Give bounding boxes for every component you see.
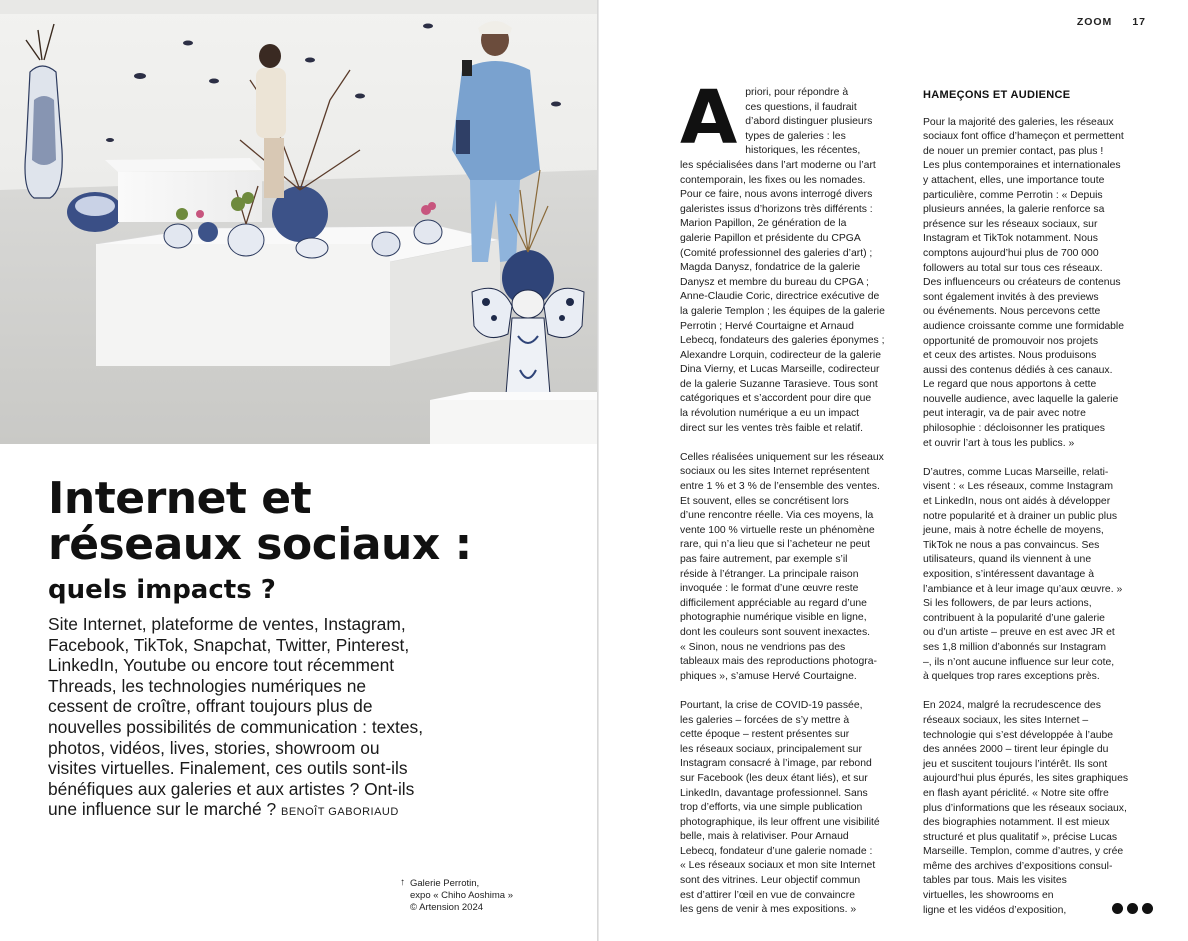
- intro-line: bénéfiques aux galeries et aux artistes ? Ont-ils: [48, 778, 415, 799]
- text-line: et LinkedIn, nous ont aidés à développer: [923, 496, 1111, 508]
- text-line: tableaux mais des reproductions photogra-: [680, 656, 877, 668]
- text-line: la galerie Templon ; les équipes de la galerie: [680, 305, 885, 317]
- text-line: réside à l’étranger. La principale raison: [680, 568, 859, 580]
- text-line: types de galeries : les: [745, 130, 846, 142]
- text-line: jeu et suscitent toujours l’intérêt. Ils sont: [923, 758, 1108, 770]
- text-line: plusieurs années, la galerie renforce sa: [923, 204, 1105, 216]
- continue-dots-icon: [1112, 903, 1153, 914]
- caption-line: © Artension 2024: [410, 902, 484, 913]
- text-line: des biographies notamment. Il est mieux: [923, 817, 1110, 829]
- text-line: belle, mais à relativiser. Pour Arnaud: [680, 831, 849, 843]
- text-line: difficilement appréciable au regard d’une: [680, 597, 867, 609]
- text-line: direct sur les ventes très faible et relatif.: [680, 422, 864, 434]
- text-line: en flash ayant périclité. « Notre site offre: [923, 787, 1109, 799]
- text-line: particulière, comme Perrotin : « Depuis: [923, 189, 1103, 201]
- text-line: tables par tous. Mais les visites: [923, 875, 1067, 887]
- text-line: Lebecq, fondateurs des galeries éponymes ;: [680, 335, 885, 347]
- paragraph: [923, 116, 1149, 452]
- paragraph: [923, 699, 1149, 918]
- text-line: virtuelles, les showrooms en: [923, 890, 1054, 902]
- text-line: les galeries – forcées de s’y mettre à: [680, 714, 850, 726]
- intro-line: Site Internet, plateforme de ventes, Instagram,: [48, 614, 406, 634]
- text-line: invoquée : le format d’une œuvre reste: [680, 583, 859, 595]
- text-line: à quelques trop rares exceptions près.: [923, 671, 1100, 683]
- text-line: les spécialisées dans l’art moderne ou l’art: [680, 159, 876, 171]
- article-subtitle: quels impacts ?: [48, 575, 276, 605]
- text-line: la révolution numérique a eu un impact: [680, 408, 860, 420]
- text-line: aussi des contenus dédiés à ces canaux.: [923, 364, 1113, 376]
- text-line: Instagram consacré à l’image, par rebond: [680, 758, 872, 770]
- paragraph: [680, 451, 895, 685]
- intro-line: visites virtuelles. Finalement, ces outils sont-ils: [48, 758, 408, 779]
- page-number: 17: [1132, 16, 1146, 28]
- section-label: ZOOM: [1076, 16, 1113, 28]
- text-line: et ceux des artistes. Nous produisons: [923, 350, 1097, 362]
- text-line: D’autres, comme Lucas Marseille, relati-: [923, 466, 1109, 478]
- text-line: audience croissante comme une formidable: [923, 320, 1124, 332]
- drop-cap: A: [680, 75, 738, 161]
- paragraph: [680, 75, 895, 436]
- text-line: sociaux font office d’hameçon et permettent: [923, 131, 1124, 143]
- text-line: Danysz et membre du bureau du CPGA ;: [680, 276, 869, 288]
- text-line: Magda Danysz, fondatrice de la galerie: [680, 262, 861, 274]
- text-line: Marseille. Templon, comme d’autres, y crée: [923, 846, 1124, 858]
- text-line: notre popularité et à drainer un public plus: [923, 510, 1118, 522]
- text-line: aujourd’hui plus épurés, les sites graphiques: [923, 773, 1129, 785]
- text-line: –, ils n’ont aucune influence sur leur cote,: [923, 656, 1115, 668]
- text-line: ligne et les vidéos d’exposition,: [923, 904, 1067, 916]
- text-line: Pour la majorité des galeries, les réseaux: [923, 116, 1114, 128]
- article-intro: [48, 614, 488, 823]
- text-line: visent : « Les réseaux, comme Instagram: [923, 481, 1113, 493]
- intro-line: LinkedIn, Youtube ou encore tout récemment: [48, 655, 395, 676]
- text-line: TikTok ne nous a pas convaincus. Ses: [923, 539, 1100, 551]
- text-line: exposition, s’intéressent davantage à: [923, 569, 1094, 580]
- text-line: opportunité de promouvoir nos projets: [923, 335, 1099, 347]
- text-line: Lebecq, fondateur d’une galerie nomade :: [680, 845, 873, 857]
- text-line: sociaux ou les sites Internet représentent: [680, 466, 870, 478]
- caption-line: Galerie Perrotin,: [410, 878, 480, 889]
- text-line: Pourtant, la crise de COVID-19 passée,: [680, 699, 863, 711]
- text-line: nouvelle audience, avec laquelle la galerie: [923, 393, 1119, 405]
- text-line: galeristes issus d’horizons très différents :: [680, 203, 873, 215]
- intro-line: Threads, les technologies numériques ne: [48, 675, 367, 696]
- text-line: Des influenceurs ou créateurs de contenus: [923, 277, 1121, 289]
- text-line: phiques », s’amuse Hervé Courtaigne.: [680, 670, 857, 682]
- text-line: Et souvent, elles se concrétisent lors: [680, 495, 849, 507]
- intro-line: nouvelles possibilités de communication : textes,: [48, 716, 424, 737]
- text-line: contribuent à la popularité d’une galerie: [923, 612, 1105, 624]
- photo-caption: [400, 878, 580, 914]
- text-line: de la galerie Suzanne Tarasieve. Tous sont: [680, 378, 878, 390]
- text-line: ces questions, il faudrait: [745, 101, 857, 113]
- intro-line: Facebook, TikTok, Snapchat, Twitter, Pinterest,: [48, 634, 410, 655]
- text-line: Le regard que nous apportons à cette: [923, 379, 1097, 391]
- text-line: plus d’informations que les réseaux sociaux,: [923, 802, 1127, 814]
- text-line: pas faire autrement, par exemple s’il: [680, 554, 848, 565]
- text-line: l’ambiance et à leur image qu’aux œuvre. »: [923, 583, 1123, 595]
- gallery-photo: [0, 0, 597, 444]
- text-line: ou d’un artiste – preuve en est avec JR et: [923, 627, 1115, 639]
- caption-line: expo « Chiho Aoshima »: [410, 890, 513, 901]
- text-line: technologie qui s’est développée à l’aube: [923, 729, 1114, 741]
- text-line: d’abord distinguer plusieurs: [745, 116, 873, 128]
- text-line: de nouer un premier contact, pas plus !: [923, 145, 1104, 157]
- text-line: entre 1 % et 3 % de l’ensemble des ventes.: [680, 481, 880, 493]
- paragraph: [680, 699, 895, 918]
- page-header: [1077, 16, 1146, 28]
- article-title-line2: réseaux sociaux :: [48, 519, 472, 570]
- text-line: et ouvrir l’art à tous les publics. »: [923, 437, 1075, 449]
- text-line: « Les réseaux sociaux et mon site Internet: [680, 860, 876, 872]
- text-line: est d’attirer l’œil en vue de convaincre: [680, 889, 855, 901]
- text-column-2: [923, 86, 1149, 933]
- text-line: contemporain, les fixes ou les nomades.: [680, 174, 866, 186]
- text-line: des années 2000 – tirent leur épingle du: [923, 744, 1109, 756]
- text-line: rare, qui n’a lieu que si l’acheteur ne peut: [680, 539, 871, 551]
- text-line: les gens de venir à mes expositions. »: [680, 904, 857, 916]
- text-line: Alexandre Lorquin, codirecteur de la galerie: [680, 349, 882, 361]
- text-line: utilisateurs, quand ils viennent à une: [923, 554, 1092, 566]
- text-line: En 2024, malgré la recrudescence des: [923, 700, 1101, 712]
- text-line: comptons aujourd’hui plus de 700 000: [923, 247, 1099, 259]
- text-line: « Sinon, nous ne vendrions pas des: [680, 641, 846, 653]
- intro-line-last: [48, 799, 488, 823]
- gallery-photo-image: [0, 0, 597, 444]
- text-line: sont des vitrines. Leur objectif commun: [680, 875, 861, 887]
- text-line: Instagram et TikTok notamment. Nous: [923, 233, 1098, 245]
- text-line: philosophie : décloisonner les pratiques: [923, 423, 1105, 435]
- text-line: d’une rencontre réelle. Via ces moyens, la: [680, 510, 874, 522]
- text-line: structuré et plus qualitatif », précise Lucas: [923, 831, 1118, 843]
- text-line: catégoriques et s’accordent pour dire que: [680, 393, 872, 405]
- text-line: ou événements. Nous percevons cette: [923, 306, 1101, 318]
- text-line: (Comité professionnel des galeries d’art) ;: [680, 247, 873, 259]
- text-line: Anne-Claudie Coric, directrice exécutive de: [680, 291, 880, 303]
- text-line: même des archives d’expositions consul-: [923, 860, 1113, 872]
- text-line: followers au total sur tous ces réseaux.: [923, 262, 1103, 274]
- text-line: galerie Papillon et présidente du CPGA: [680, 232, 861, 244]
- dot: [1127, 903, 1138, 914]
- intro-line-text: une influence sur le marché ?: [48, 799, 277, 820]
- text-line: sur Facebook (les deux étant liés), et sur: [680, 772, 868, 784]
- text-line: Dina Vierny, et Lucas Marseille, codirecteur: [680, 364, 880, 376]
- text-line: dont les couleurs sont souvent inexactes.: [680, 626, 871, 638]
- text-line: LinkedIn, davantage professionnel. Sans: [680, 787, 868, 799]
- text-line: photographie numérique visible en ligne,: [680, 612, 867, 624]
- text-line: Si les followers, de par leurs actions,: [923, 598, 1092, 610]
- text-line: vente 100 % virtuelle reste un phénomène: [680, 524, 875, 536]
- article-title-line1: Internet et: [48, 473, 312, 524]
- text-line: réseaux sociaux, les sites Internet –: [923, 714, 1089, 726]
- text-line: priori, pour répondre à: [745, 87, 849, 98]
- text-column-1: [680, 75, 895, 932]
- text-line: Celles réalisées uniquement sur les réseaux: [680, 451, 884, 463]
- intro-line: cessent de croître, offrant toujours plus de: [48, 696, 373, 717]
- text-line: sont également invités à des previews: [923, 291, 1099, 303]
- right-page: [599, 0, 1188, 941]
- section-heading: HAMEÇONS ET AUDIENCE: [923, 89, 1071, 101]
- author-byline: BENOÎT GABORIAUD: [281, 806, 399, 819]
- text-line: peut interagir, va de pair avec notre: [923, 408, 1086, 420]
- arrow-up-icon: ↑: [400, 877, 405, 888]
- text-line: historiques, les récentes,: [745, 145, 861, 157]
- text-line: Pour ce faire, nous avons interrogé divers: [680, 189, 873, 201]
- article-title: [48, 473, 568, 570]
- text-line: trop d’efforts, via une simple publication: [680, 802, 863, 814]
- text-line: jeune, mais à notre échelle de moyens,: [923, 525, 1104, 537]
- text-line: Marion Papillon, 2e génération de la: [680, 218, 847, 230]
- text-line: Perrotin ; Hervé Courtaigne et Arnaud: [680, 320, 854, 332]
- dot: [1112, 903, 1123, 914]
- text-line: y attachent, elles, une importance toute: [923, 174, 1105, 186]
- text-line: les réseaux sociaux, principalement sur: [680, 743, 862, 755]
- text-line: photographique, ils leur offrent une visibilité: [680, 816, 880, 828]
- text-line: cette époque – restent présentes sur: [680, 729, 850, 741]
- paragraph: [923, 466, 1149, 685]
- text-line: ses 1,8 million d’abonnés sur Instagram: [923, 641, 1107, 653]
- text-line: présence sur les réseaux sociaux, sur: [923, 218, 1098, 230]
- text-line: Les plus contemporaines et internationales: [923, 160, 1121, 172]
- dot: [1142, 903, 1153, 914]
- intro-line: photos, vidéos, lives, stories, showroom ou: [48, 737, 380, 758]
